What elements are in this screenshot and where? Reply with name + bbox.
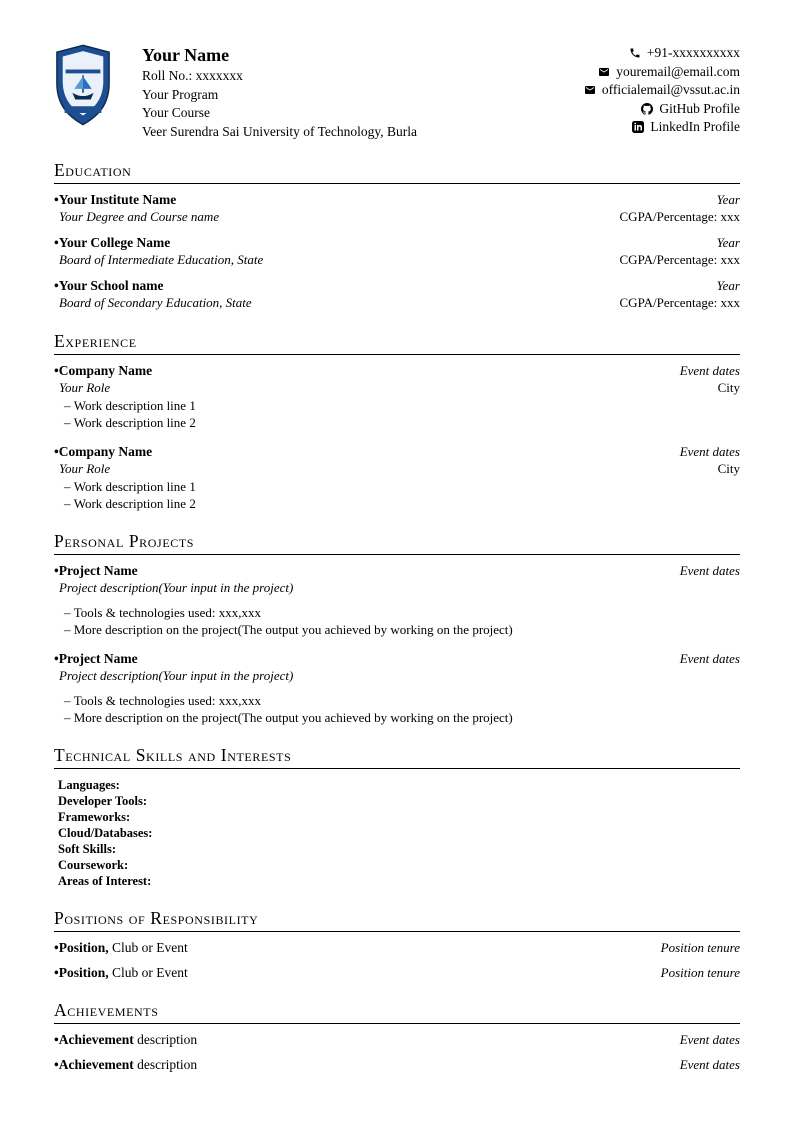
college-name: • Your College Name — [54, 235, 170, 251]
linkedin-text: LinkedIn Profile — [650, 119, 740, 134]
skill-areas-of-interest: Areas of Interest: — [58, 874, 152, 888]
project-description: Project description(Your input in the project) — [59, 668, 294, 683]
education-heading: Education — [54, 160, 740, 184]
project-entry — [54, 563, 740, 638]
skill-frameworks: Frameworks: — [58, 810, 131, 824]
achievement-title: • Achievement — [54, 1032, 134, 1047]
achievement-title: • Achievement — [54, 1057, 134, 1072]
work-description: – Work description line 1 — [54, 479, 740, 496]
school-name: • Your School name — [54, 278, 164, 294]
education-year: Year — [716, 192, 740, 207]
position-club: Club or Event — [112, 965, 188, 980]
work-description: – Work description line 2 — [54, 496, 740, 513]
project-detail: – Tools & technologies used: xxx,xxx — [54, 605, 740, 622]
project-detail: – More description on the project(The output you achieved by working on the project) — [54, 622, 740, 639]
position-tenure: Position tenure — [660, 965, 740, 980]
linkedin-link[interactable] — [584, 118, 740, 137]
roll-number: Roll No.: xxxxxxx — [142, 68, 243, 83]
achievement-description: description — [137, 1032, 198, 1047]
project-name: • Project Name — [54, 651, 138, 667]
project-entry — [54, 651, 740, 726]
board-name: Board of Intermediate Education, State — [59, 252, 264, 267]
project-detail: – More description on the project(The output you achieved by working on the project) — [54, 710, 740, 727]
official-email-link[interactable] — [584, 81, 740, 100]
personal-email-text: youremail@email.com — [616, 63, 740, 79]
position-entry — [54, 965, 740, 981]
achievement-entry — [54, 1032, 740, 1048]
company-name: • Company Name — [54, 363, 152, 379]
section-skills — [54, 745, 740, 889]
phone-text: +91-xxxxxxxxxx — [646, 45, 740, 60]
skill-soft-skills: Soft Skills: — [58, 842, 117, 856]
experience-entry — [54, 363, 740, 431]
work-description: – Work description line 2 — [54, 415, 740, 432]
course: Your Course — [142, 105, 211, 120]
education-cgpa: CGPA/Percentage: xxx — [619, 209, 740, 224]
experience-dates: Event dates — [679, 363, 740, 378]
skills-heading: Technical Skills and Interests — [54, 745, 740, 769]
position-title: • Position, — [54, 965, 109, 980]
skill-coursework: Coursework: — [58, 858, 129, 872]
person-name: Your Name — [142, 45, 230, 65]
university-crest-icon — [54, 44, 112, 126]
github-link[interactable] — [584, 100, 740, 119]
section-experience — [54, 331, 740, 512]
institute-name: • Your Institute Name — [54, 192, 176, 208]
education-year: Year — [716, 278, 740, 293]
github-text: GitHub Profile — [659, 100, 740, 116]
experience-dates: Event dates — [679, 444, 740, 459]
experience-city: City — [717, 380, 740, 395]
role-name: Your Role — [59, 461, 111, 476]
section-positions — [54, 908, 740, 981]
position-title: • Position, — [54, 940, 109, 955]
projects-heading: Personal Projects — [54, 531, 740, 555]
section-projects — [54, 531, 740, 726]
achievements-heading: Achievements — [54, 1000, 740, 1024]
achievement-dates: Event dates — [679, 1057, 740, 1072]
position-entry — [54, 940, 740, 956]
official-email-text: officialemail@vssut.ac.in — [601, 82, 740, 97]
header-contacts — [584, 44, 740, 137]
education-entry — [54, 235, 740, 269]
project-dates: Event dates — [679, 651, 740, 666]
education-entry — [54, 278, 740, 312]
section-achievements — [54, 1000, 740, 1073]
skill-cloud-databases: Cloud/Databases: — [58, 826, 153, 840]
project-dates: Event dates — [679, 563, 740, 578]
header — [54, 44, 740, 141]
work-description: – Work description line 1 — [54, 398, 740, 415]
phone-icon — [629, 47, 641, 59]
skill-developer-tools: Developer Tools: — [58, 794, 148, 808]
company-name: • Company Name — [54, 444, 152, 460]
github-icon — [641, 103, 653, 115]
board-name: Board of Secondary Education, State — [59, 295, 252, 310]
personal-email-link[interactable] — [584, 63, 740, 82]
linkedin-icon — [632, 121, 644, 133]
experience-entry — [54, 444, 740, 512]
education-entry — [54, 192, 740, 226]
project-detail: – Tools & technologies used: xxx,xxx — [54, 693, 740, 710]
project-name: • Project Name — [54, 563, 138, 579]
envelope-icon — [598, 66, 610, 78]
position-club: Club or Event — [112, 940, 188, 955]
achievement-dates: Event dates — [679, 1032, 740, 1047]
header-identity — [142, 44, 584, 141]
skill-languages: Languages: — [58, 778, 120, 792]
experience-heading: Experience — [54, 331, 740, 355]
role-name: Your Role — [59, 380, 111, 395]
phone-link[interactable] — [584, 44, 740, 63]
achievement-entry — [54, 1057, 740, 1073]
experience-city: City — [717, 461, 740, 476]
degree-name: Your Degree and Course name — [59, 209, 220, 224]
positions-heading: Positions of Responsibility — [54, 908, 740, 932]
section-education — [54, 160, 740, 312]
education-year: Year — [716, 235, 740, 250]
project-description: Project description(Your input in the project) — [59, 580, 294, 595]
education-cgpa: CGPA/Percentage: xxx — [619, 252, 740, 267]
university-logo — [54, 44, 112, 131]
position-tenure: Position tenure — [660, 940, 740, 955]
university-name: Veer Surendra Sai University of Technology, Burla — [142, 123, 417, 139]
program: Your Program — [142, 86, 219, 102]
envelope-icon — [584, 84, 596, 96]
achievement-description: description — [137, 1057, 198, 1072]
education-cgpa: CGPA/Percentage: xxx — [619, 295, 740, 310]
